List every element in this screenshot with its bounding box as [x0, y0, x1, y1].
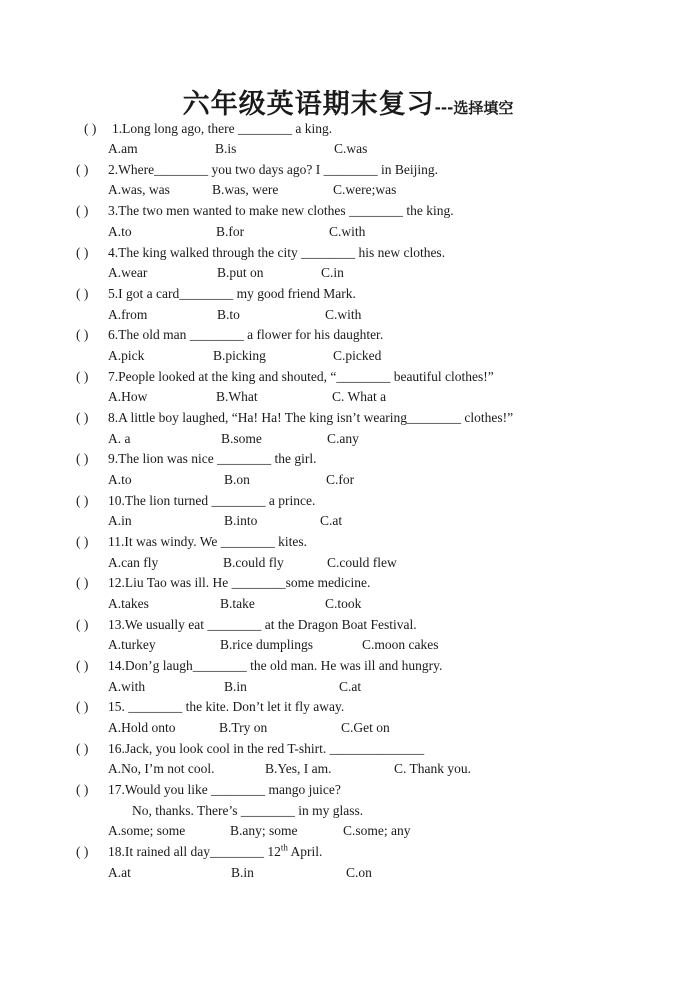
question-text: 3.The two men wanted to make new clothes ________ the king.	[108, 203, 454, 218]
answer-blank[interactable]: ( )	[76, 410, 89, 425]
option-c: C.picked	[333, 348, 382, 363]
question-17-continuation	[132, 801, 632, 821]
option-b: B.is	[215, 141, 237, 156]
question-3-options	[108, 222, 558, 242]
option-c: C.some; any	[343, 823, 411, 838]
option-a: A.pick	[108, 348, 145, 363]
answer-blank[interactable]: ( )	[76, 286, 89, 301]
question-3	[76, 201, 656, 221]
page-title	[0, 82, 696, 121]
option-c: C. What a	[332, 389, 387, 404]
answer-blank[interactable]: ( )	[76, 617, 89, 632]
option-c: C.Get on	[341, 720, 390, 735]
question-7	[76, 367, 676, 387]
option-b: B.for	[216, 224, 245, 239]
option-a: A.wear	[108, 265, 148, 280]
question-text: 6.The old man ________ a flower for his daughter.	[108, 327, 384, 342]
question-text: 12.Liu Tao was ill. He ________some medicine.	[108, 575, 371, 590]
question-6-options	[108, 346, 558, 366]
option-c: C.on	[346, 865, 372, 880]
question-17	[76, 780, 656, 800]
question-1-options	[108, 139, 558, 159]
question-12-options	[108, 594, 558, 614]
option-a: A.some; some	[108, 823, 186, 838]
answer-blank[interactable]: ( )	[76, 327, 89, 342]
option-b: B.put on	[217, 265, 264, 280]
option-c: C.with	[325, 307, 362, 322]
question-8-options	[108, 429, 558, 449]
option-a: A.to	[108, 472, 132, 487]
question-11	[76, 532, 656, 552]
question-6	[76, 325, 656, 345]
question-text: 8.A little boy laughed, “Ha! Ha! The king isn’t wearing________ clothes!”	[108, 410, 514, 425]
title-subtitle: ---选择填空	[434, 99, 514, 117]
question-text: 10.The lion turned ________ a prince.	[108, 493, 316, 508]
question-1	[84, 119, 644, 139]
question-7-options	[108, 387, 558, 407]
option-b: B.in	[224, 679, 247, 694]
question-9-options	[108, 470, 558, 490]
option-a: A.in	[108, 513, 132, 528]
option-a: A.from	[108, 307, 148, 322]
question-text	[108, 842, 322, 862]
answer-blank[interactable]: ( )	[76, 245, 89, 260]
answer-blank[interactable]: ( )	[76, 451, 89, 466]
question-12	[76, 573, 656, 593]
option-b: B.was, were	[212, 182, 279, 197]
question-text: 7.People looked at the king and shouted, “________ beautiful clothes!”	[108, 369, 494, 384]
question-13-options	[108, 635, 558, 655]
question-5-options	[108, 305, 558, 325]
option-b: B.on	[224, 472, 250, 487]
answer-blank[interactable]: ( )	[76, 782, 89, 797]
option-b: B.Try on	[219, 720, 268, 735]
answer-blank[interactable]: ( )	[76, 658, 89, 673]
option-a: A.was, was	[108, 182, 170, 197]
option-c: C.at	[339, 679, 362, 694]
answer-blank[interactable]: ( )	[76, 162, 89, 177]
question-18-options	[108, 863, 558, 883]
question-text: 2.Where________ you two days ago? I ________ in Beijing.	[108, 162, 438, 177]
question-15	[76, 697, 656, 717]
option-c: C.was	[334, 141, 368, 156]
question-text: 16.Jack, you look cool in the red T-shirt. ______________	[108, 741, 425, 756]
question-18	[76, 842, 656, 862]
option-b: B.to	[217, 307, 240, 322]
question-text: 5.I got a card________ my good friend Mark.	[108, 286, 356, 301]
option-c: C.with	[329, 224, 366, 239]
option-a: A.at	[108, 865, 131, 880]
option-b: B.rice dumplings	[220, 637, 313, 652]
answer-blank[interactable]: ( )	[76, 741, 89, 756]
option-a: A.turkey	[108, 637, 156, 652]
question-text-part: 18.It rained all day________ 12	[108, 844, 281, 859]
option-a: A.takes	[108, 596, 149, 611]
option-b: B.take	[220, 596, 255, 611]
option-c: C.could flew	[327, 555, 397, 570]
question-4	[76, 243, 656, 263]
option-b: B.picking	[213, 348, 266, 363]
option-c: C.in	[321, 265, 344, 280]
question-9	[76, 449, 656, 469]
option-a: A.How	[108, 389, 148, 404]
answer-blank[interactable]: ( )	[76, 699, 89, 714]
answer-blank[interactable]: ( )	[76, 493, 89, 508]
question-text-continued: No, thanks. There’s ________ in my glass.	[132, 803, 364, 818]
question-text: 1.Long long ago, there ________ a king.	[112, 121, 333, 136]
question-2-options	[108, 180, 558, 200]
option-b: B.any; some	[230, 823, 298, 838]
option-b: B.Yes, I am.	[265, 761, 332, 776]
option-c: C. Thank you.	[394, 761, 471, 776]
question-text: 11.It was windy. We ________ kites.	[108, 534, 308, 549]
answer-blank[interactable]: ( )	[76, 575, 89, 590]
option-a: A.am	[108, 141, 138, 156]
answer-blank[interactable]: ( )	[76, 369, 89, 384]
question-13	[76, 615, 656, 635]
option-c: C.for	[326, 472, 355, 487]
question-text: 13.We usually eat ________ at the Dragon Boat Festival.	[108, 617, 417, 632]
answer-blank[interactable]: ( )	[76, 844, 89, 859]
ordinal-suffix: th	[280, 842, 288, 853]
option-a: A. a	[108, 431, 131, 446]
option-c: C.moon cakes	[362, 637, 439, 652]
question-10	[76, 491, 656, 511]
option-a: A.to	[108, 224, 132, 239]
option-b: B.some	[221, 431, 262, 446]
title-main: 六年级英语期末复习	[182, 89, 435, 120]
question-4-options	[108, 263, 558, 283]
question-text: 9.The lion was nice ________ the girl.	[108, 451, 317, 466]
option-c: C.were;was	[333, 182, 397, 197]
question-5	[76, 284, 656, 304]
option-a: A.Hold onto	[108, 720, 176, 735]
answer-blank[interactable]: ( )	[76, 534, 89, 549]
option-b: B.into	[224, 513, 258, 528]
option-c: C.took	[325, 596, 362, 611]
question-16-options	[108, 759, 558, 779]
option-b: B.What	[216, 389, 258, 404]
question-17-options	[108, 821, 558, 841]
option-c: C.at	[320, 513, 343, 528]
question-text: 4.The king walked through the city ________ his new clothes.	[108, 245, 446, 260]
answer-blank[interactable]: ( )	[84, 121, 97, 136]
option-c: C.any	[327, 431, 359, 446]
question-16	[76, 739, 656, 759]
question-text-part: April.	[287, 844, 323, 859]
option-a: A.No, I’m not cool.	[108, 761, 215, 776]
question-10-options	[108, 511, 558, 531]
option-a: A.can fly	[108, 555, 159, 570]
answer-blank[interactable]: ( )	[76, 203, 89, 218]
question-11-options	[108, 553, 558, 573]
question-14	[76, 656, 656, 676]
question-text: 14.Don’g laugh________ the old man. He was ill and hungry.	[108, 658, 443, 673]
question-text: 15. ________ the kite. Don’t let it fly away.	[108, 699, 345, 714]
question-8	[76, 408, 686, 428]
question-2	[76, 160, 656, 180]
option-b: B.in	[231, 865, 254, 880]
option-a: A.with	[108, 679, 146, 694]
option-b: B.could fly	[223, 555, 284, 570]
question-14-options	[108, 677, 558, 697]
question-15-options	[108, 718, 558, 738]
question-text: 17.Would you like ________ mango juice?	[108, 782, 341, 797]
